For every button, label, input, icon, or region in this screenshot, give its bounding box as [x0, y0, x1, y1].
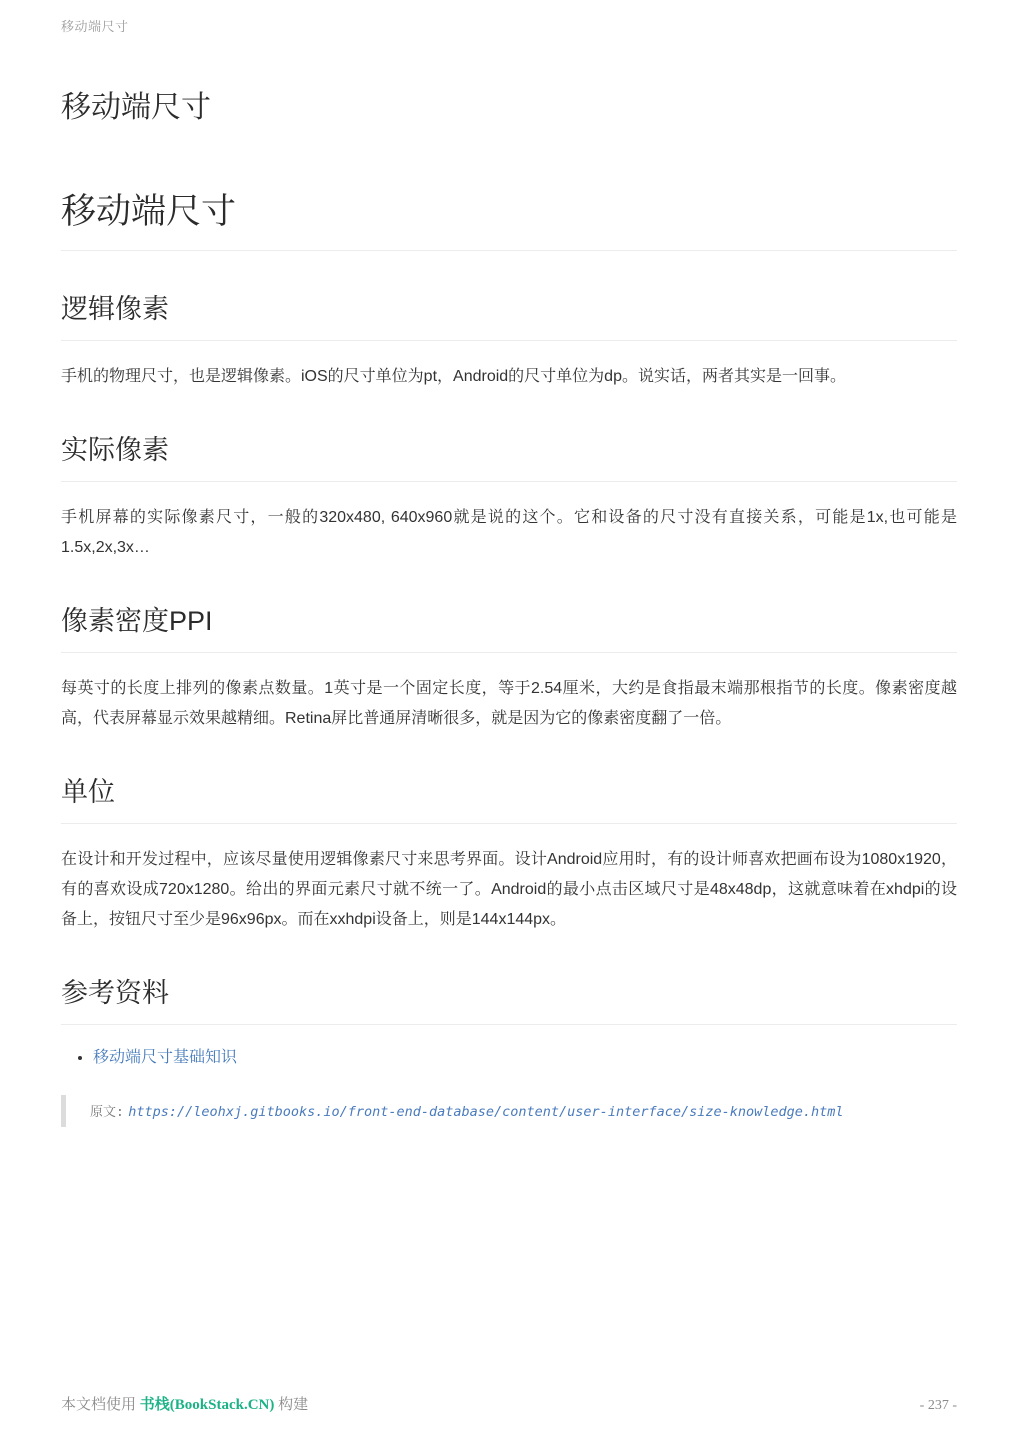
reference-link[interactable]: 移动端尺寸基础知识	[93, 1049, 238, 1066]
section-paragraph: 手机屏幕的实际像素尺寸，一般的320x480, 640x960就是说的这个。它和设备的尺寸没有直接关系，可能是1x,也可能是1.5x,2x,3x…	[61, 509, 957, 556]
section-logical-pixels	[61, 287, 957, 392]
source-label: 原文:	[90, 1105, 124, 1120]
section-pixel-density-ppi	[61, 599, 957, 734]
section-references	[61, 971, 957, 1127]
section-heading-pixel-density-ppi: 像素密度PPI	[61, 599, 957, 653]
source-blockquote	[61, 1095, 957, 1127]
section-paragraph: 手机的物理尺寸，也是逻辑像素。iOS的尺寸单位为pt，Android的尺寸单位为dp。说实话，两者其实是一回事。	[61, 368, 846, 385]
content-title: 移动端尺寸	[61, 184, 957, 251]
page-footer	[61, 1393, 957, 1414]
reference-list-item	[93, 1047, 957, 1069]
section-heading-actual-pixels: 实际像素	[61, 428, 957, 482]
footer-build-note	[61, 1393, 308, 1414]
running-header: 移动端尺寸	[61, 19, 129, 34]
footer-suffix: 构建	[278, 1397, 309, 1413]
bookstack-link[interactable]: 书栈(BookStack.CN)	[139, 1397, 275, 1413]
page-title: 移动端尺寸	[61, 91, 211, 124]
section-heading-units: 单位	[61, 770, 957, 824]
section-paragraph: 在设计和开发过程中，应该尽量使用逻辑像素尺寸来思考界面。设计Android应用时，有的设计师喜欢把画布设为1080x1920，有的喜欢设成720x1280。给出的界面元素尺寸就不统一了。Android的最小点击区域尺寸是48x48dp，这就意味着在xhdpi的设备上，按钮尺寸至少是96x96px。而在xxhdpi设备上，则是144x144px。	[61, 851, 957, 928]
section-paragraph: 每英寸的长度上排列的像素点数量。1英寸是一个固定长度，等于2.54厘米，大约是食指最末端那根指节的长度。像素密度越高，代表屏幕显示效果越精细。Retina屏比普通屏清晰很多，就是因为它的像素密度翻了一倍。	[61, 680, 957, 727]
footer-prefix: 本文档使用	[61, 1397, 137, 1413]
section-units	[61, 770, 957, 935]
section-heading-logical-pixels: 逻辑像素	[61, 287, 957, 341]
source-url-link[interactable]: https://leohxj.gitbooks.io/front-end-database/content/user-interface/size-knowledge.html	[128, 1104, 844, 1120]
reference-list	[61, 1047, 957, 1069]
section-actual-pixels	[61, 428, 957, 563]
page-number: - 237 -	[919, 1398, 957, 1413]
section-heading-references: 参考资料	[61, 971, 957, 1025]
